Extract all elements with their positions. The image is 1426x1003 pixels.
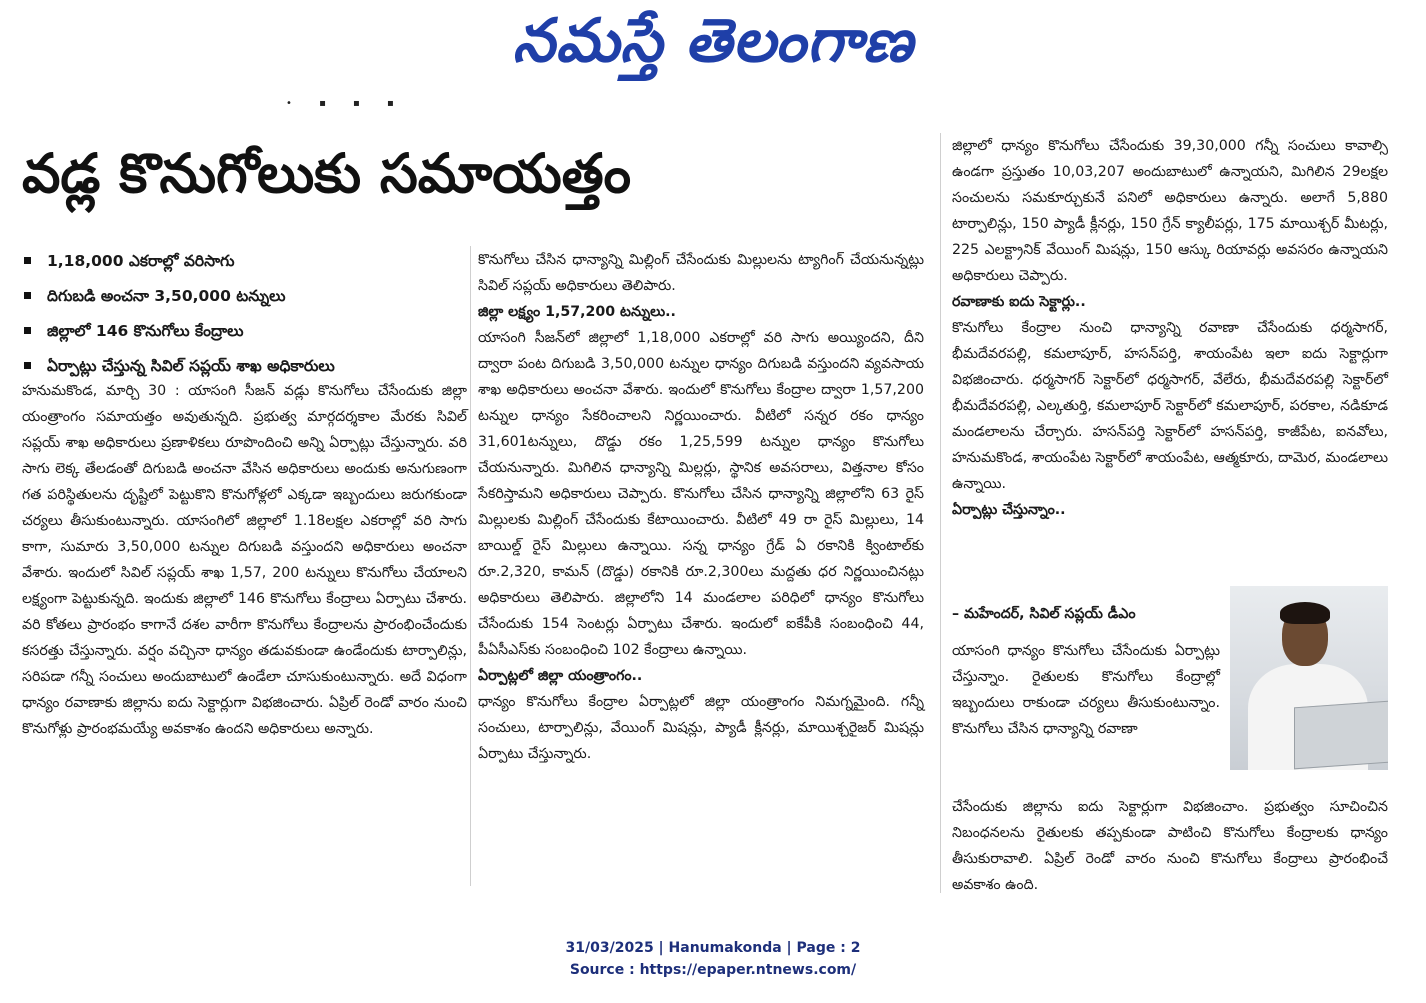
highlight-item: ఏర్పాట్లు చేస్తున్న సివిల్ సప్లయ్ శాఖ అధికారులు bbox=[22, 349, 467, 384]
body-paragraph: యాసంగి సీజన్‌లో జిల్లాలో 1,18,000 ఎకరాల్లో వరి సాగు అయ్యిందని, దీని ద్వారా పంట దిగుబడి 3,50,000 టన్నుల ధాన్యం దిగుబడి వస్తుందని వ్యవసాయ శాఖ అధికారులు అంచనా వేశారు. ఇందులో కొనుగోలు కేంద్రాల ద్వారా 1,57,200 టన్నుల ధాన్యం సేకరించాలని నిర్ణయించారు. వీటిలో సన్నర రకం ధాన్యం 31,601టన్నులు, దొడ్డు రకం 1,25,599 టన్నుల ధాన్యం కొనుగోలు చేయనున్నారు. మిగిలిన ధాన్యాన్ని మిల్లర్లు, స్థానిక అవసరాలు, విత్తనాల కోసం సేకరిస్తామని అధికారులు చెప్పారు. కొనుగోలు చేసిన ధాన్యాన్ని జిల్లాలోని 63 రైస్ మిల్లులకు మిల్లింగ్ చేసేందుకు కేటాయించారు. వీటిలో 49 రా రైస్ మిల్లులు, 14 బాయిల్డ్ రైస్ మిల్లులు ఉన్నాయి. సన్న ధాన్యం గ్రేడ్ ఏ రకానికి క్వింటాల్‌కు రూ.2,320, కామన్ (దొడ్డు) రకానికి రూ.2,300లు మద్దతు ధర నిర్ణయించినట్లు అధికారులు తెలిపారు. జిల్లాలోని 14 మండలాల పరిధిలో ధాన్యం కొనుగోలు చేసేందుకు 154 సెంటర్లు ఏర్పాటు చేశారు. ఇందులో ఐకేపీకి సంబంధించి 44, పీఏసీఎస్‌కు సంబంధించి 102 కేంద్రాలు ఉన్నాయి. bbox=[478, 330, 924, 658]
highlight-item: దిగుబడి అంచనా 3,50,000 టన్నులు bbox=[22, 279, 467, 314]
body-paragraph: ధాన్యం కొనుగోలు కేంద్రాల ఏర్పాట్లలో జిల్లా యంత్రాంగం నిమగ్నమైంది. గన్నీ సంచులు, టార్పాలిన్లు, వేయింగ్ మిషన్లు, ప్యాడీ క్లీనర్లు, మాయిశ్చరైజర్ మిషన్లు ఏర్పాటు చేస్తున్నారు. bbox=[478, 694, 924, 762]
body-paragraph: జిల్లాలో ధాన్యం కొనుగోలు చేసేందుకు 39,30,000 గన్నీ సంచులు కావాల్సి ఉండగా ప్రస్తుతం 10,03,207 అందుబాటులో ఉన్నాయని, మిగిలిన 29లక్షల సంచులను సమకూర్చుకునే పనిలో అధికారులు ఉన్నారు. అలాగే 5,880 టార్పాలిన్లు, 150 ప్యాడీ క్లీనర్లు, 150 గ్రేన్ క్యాలీపర్లు, 175 మాయిశ్చర్ మీటర్లు, 225 ఎలక్ట్రానిక్ వేయింగ్ మిషన్లు, 150 ఆస్కు రియావర్లు అవసరం ఉన్నాయని అధికారులు చెప్పారు. bbox=[952, 138, 1388, 284]
official-portrait-photo bbox=[1230, 586, 1388, 770]
bullet-square-icon bbox=[24, 327, 31, 334]
body-paragraph: యాసంగి ధాన్యం కొనుగోలు చేసేందుకు ఏర్పాట్లు చేస్తున్నాం. రైతులకు కొనుగోలు కేంద్రాల్లో ఇబ్బందులు రాకుండా చర్యలు తీసుకుంటున్నాం. కొనుగోలు చేసిన ధాన్యాన్ని రవాణా bbox=[952, 643, 1220, 737]
body-paragraph: కొనుగోలు కేంద్రాల నుంచి ధాన్యాన్ని రవాణా చేసేందుకు ధర్మసాగర్, భీమదేవరపల్లి, కమలాపూర్, హసన్‌పర్తి, శాయంపేట ఇలా ఐదు సెక్టార్లుగా విభజించారు. ధర్మసాగర్ సెక్టార్‌లో ధర్మసాగర్, వేలేరు, భీమదేవరపల్లి సెక్టార్‌లో భీమదేవరపల్లి, ఎల్కతుర్తి, కమలాపూర్ సెక్టార్‌లో కమలాపూర్, పరకాల, నడికూడ మండలాలను చేర్చారు. హసన్‌పర్తి సెక్టార్‌లో హసన్‌పర్తి, కాజీపేట, ఐనవోలు, హనుమకొండ, శాయంపేట సెక్టార్‌లో శాయంపేట, ఆత్మకూరు, దామెర, మండలాలు ఉన్నాయి. bbox=[952, 320, 1388, 492]
body-paragraph: చేసేందుకు జిల్లాను ఐదు సెక్టార్లుగా విభజించాం. ప్రభుత్వం సూచించిన నిబంధనలను రైతులకు తప్పకుండా పాటించి కొనుగోలు కేంద్రాలకు ధాన్యం తీసుకురావాలి. ఏప్రిల్ రెండో వారం నుంచి కొనుగోలు కేంద్రాలు ప్రారంభించే అవకాశం ఉంది. bbox=[952, 799, 1388, 893]
footer-dateline: 31/03/2025 | Hanumakonda | Page : 2 bbox=[565, 940, 861, 956]
highlight-item: జిల్లాలో 146 కొనుగోలు కేంద్రాలు bbox=[22, 314, 467, 349]
highlight-item: 1,18,000 ఎకరాల్లో వరిసాగు bbox=[22, 244, 467, 279]
bullet-square-icon bbox=[24, 292, 31, 299]
article-headline: వడ్ల కొనుగోలుకు సమాయత్తం bbox=[22, 142, 632, 205]
column-divider bbox=[940, 133, 941, 893]
body-paragraph: హనుమకొండ, మార్చి 30 : యాసంగి సీజన్ వడ్లు కొనుగోలు చేసేందుకు జిల్లా యంత్రాంగం సమాయత్తం అవుతున్నది. ప్రభుత్వ మార్గదర్శకాల మేరకు సివిల్ సప్లయ్ శాఖ అధికారులు ప్రణాళికలు రూపొందించి అన్ని ఏర్పాట్లు చేస్తున్నారు. వరి సాగు లెక్క తేలడంతో దిగుబడి అంచనా వేసిన అధికారులు అందుకు అనుగుణంగా గత పరిస్థితులను దృష్టిలో పెట్టుకొని కొనుగోళ్లలో ఎక్కడా ఇబ్బందులు జరుగకుండా చర్యలు తీసుకుంటున్నారు. యాసంగిలో జిల్లాలో 1.18లక్షల ఎకరాల్లో వరి సాగు కాగా, సుమారు 3,50,000 టన్నుల దిగుబడి వస్తుందని అధికారులు అంచనా వేశారు. ఇందులో సివిల్ సప్లయ్ శాఖ 1,57, 200 టన్నులు కొనుగోలు చేయాలని లక్ష్యంగా పెట్టుకున్నది. ఇందుకు జిల్లాలో 146 కొనుగోలు కేంద్రాలు ఏర్పాటు చేశారు. వరి కోతలు ప్రారంభం కాగానే దశల వారీగా కొనుగోలు కేంద్రాలను ప్రారంభించేందుకు కసరత్తు చేస్తున్నారు. వర్షం వచ్చినా ధాన్యం తడువకుండా ఉండేందుకు టార్పాలిన్లు, సరిపడా గన్నీ సంచులు అందుబాటులో ఉండేలా చూసుకుంటున్నారు. అదే విధంగా ధాన్యం రవాణాకు జిల్లాను ఐదు సెక్టార్లుగా విభజించారు. ఏప్రిల్ రెండో వారం నుంచి కొనుగోళ్లు ప్రారంభమయ్యే అవకాశం ఉందని అధికారులు అన్నారు. bbox=[22, 383, 467, 737]
bullet-square-icon bbox=[24, 362, 31, 369]
bullet-square-icon bbox=[24, 257, 31, 264]
masthead-divider: • ▪ ▪ ▪ bbox=[286, 98, 406, 109]
subheading: రవాణాకు ఐదు సెక్టార్లు.. bbox=[952, 294, 1086, 310]
quote-body-wide bbox=[952, 794, 1388, 898]
subheading: ఏర్పాట్లు చేస్తున్నాం.. bbox=[952, 502, 1066, 518]
subheading: జిల్లా లక్ష్యం 1,57,200 టన్నులు.. bbox=[478, 304, 676, 320]
article-column-2 bbox=[478, 247, 924, 767]
masthead-logo: నమస్తే తెలంగాణ bbox=[512, 6, 914, 76]
body-paragraph: కొనుగోలు చేసిన ధాన్యాన్ని మిల్లింగ్ చేసేందుకు మిల్లులను ట్యాగింగ్ చేయనున్నట్లు సివిల్ సప్లయ్ అధికారులు తెలిపారు. bbox=[478, 252, 924, 294]
highlights-list bbox=[22, 244, 467, 384]
quote-byline: – మహేందర్, సివిల్ సప్లయ్ డీఎం bbox=[952, 606, 1136, 622]
quote-body-narrow bbox=[952, 638, 1220, 742]
article-column-3 bbox=[952, 133, 1388, 523]
article-column-1 bbox=[22, 378, 467, 742]
footer-source: Source : https://epaper.ntnews.com/ bbox=[569, 962, 857, 978]
column-divider bbox=[470, 246, 471, 886]
subheading: ఏర్పాట్లలో జిల్లా యంత్రాంగం.. bbox=[478, 668, 643, 684]
photo-laptop bbox=[1294, 701, 1388, 770]
photo-hair bbox=[1280, 602, 1330, 624]
